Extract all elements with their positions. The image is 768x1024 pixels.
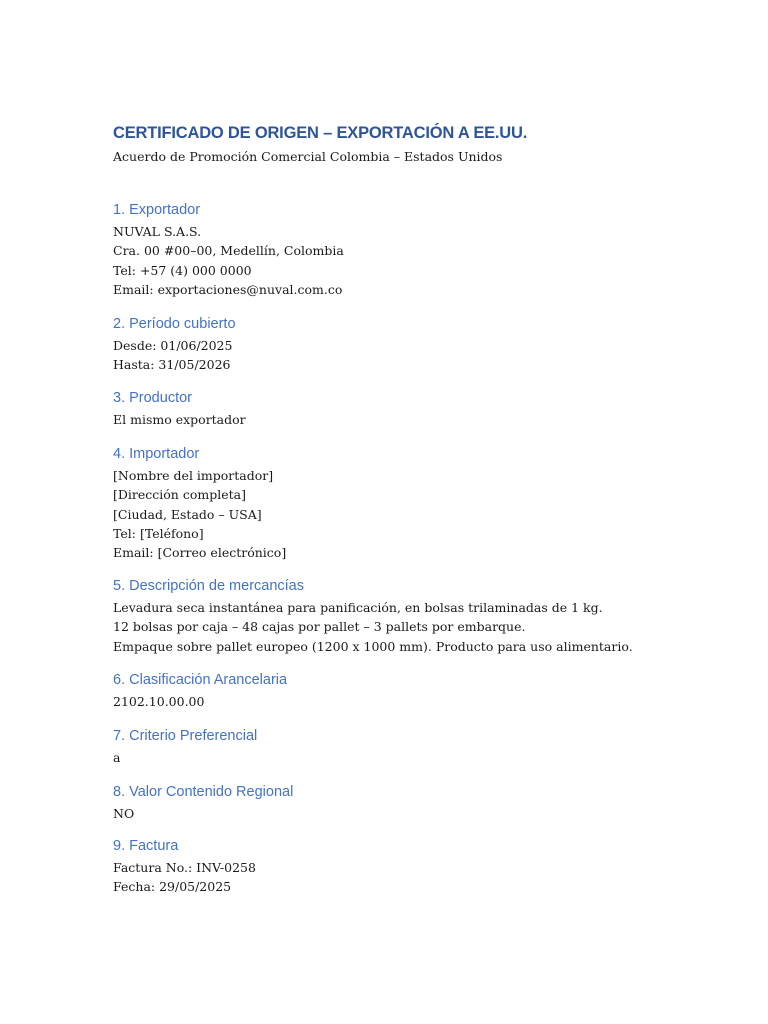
section-line: a <box>113 750 121 765</box>
section-heading: 6. Clasificación Arancelaria <box>113 672 288 688</box>
section-line: Email: exportaciones@nuval.com.co <box>113 281 343 297</box>
document-page <box>113 0 733 1024</box>
section-line: Levadura seca instantánea para panificación, en bolsas trilaminadas de 1 kg. <box>113 600 603 615</box>
section-line: [Ciudad, Estado – USA] <box>113 506 262 522</box>
section-line: Tel: +57 (4) 000 0000 <box>113 262 252 278</box>
section-factura <box>113 834 733 897</box>
section-line: Desde: 01/06/2025 <box>113 338 233 353</box>
section-line: NO <box>113 806 135 821</box>
section-line: Hasta: 31/05/2026 <box>113 357 231 373</box>
section-line: Factura No.: INV-0258 <box>113 860 256 875</box>
section-heading: 4. Importador <box>113 446 200 462</box>
section-periodo <box>113 312 733 375</box>
section-line: Tel: [Teléfono] <box>113 525 204 541</box>
section-line: [Dirección completa] <box>113 487 246 503</box>
section-exportador <box>113 198 733 299</box>
section-valor-contenido <box>113 780 733 823</box>
section-productor <box>113 386 733 429</box>
section-line: El mismo exportador <box>113 412 246 427</box>
section-heading: 5. Descripción de mercancías <box>113 578 304 594</box>
section-line: [Nombre del importador] <box>113 468 274 483</box>
section-line: Empaque sobre pallet europeo (1200 x 1000 mm). Producto para uso alimentario. <box>113 638 633 654</box>
section-criterio <box>113 724 733 767</box>
section-heading: 2. Período cubierto <box>113 316 236 332</box>
section-importador <box>113 442 733 562</box>
section-line: NUVAL S.A.S. <box>113 224 202 239</box>
section-line: 2102.10.00.00 <box>113 694 205 709</box>
section-heading: 3. Productor <box>113 390 192 406</box>
section-heading: 9. Factura <box>113 838 179 854</box>
section-heading: 8. Valor Contenido Regional <box>113 784 294 800</box>
section-line: Email: [Correo electrónico] <box>113 545 287 561</box>
section-line: 12 bolsas por caja – 48 cajas por pallet – 3 pallets por embarque. <box>113 619 526 635</box>
section-line: Cra. 00 #00–00, Medellín, Colombia <box>113 243 344 259</box>
section-clasificacion <box>113 668 733 711</box>
section-heading: 7. Criterio Preferencial <box>113 728 258 744</box>
section-mercancias <box>113 574 733 656</box>
section-line: Fecha: 29/05/2025 <box>113 879 232 895</box>
document-subtitle: Acuerdo de Promoción Comercial Colombia – Estados Unidos <box>113 149 503 164</box>
document-title: CERTIFICADO DE ORIGEN – EXPORTACIÓN A EE.UU. <box>113 124 528 142</box>
section-heading: 1. Exportador <box>113 202 201 218</box>
